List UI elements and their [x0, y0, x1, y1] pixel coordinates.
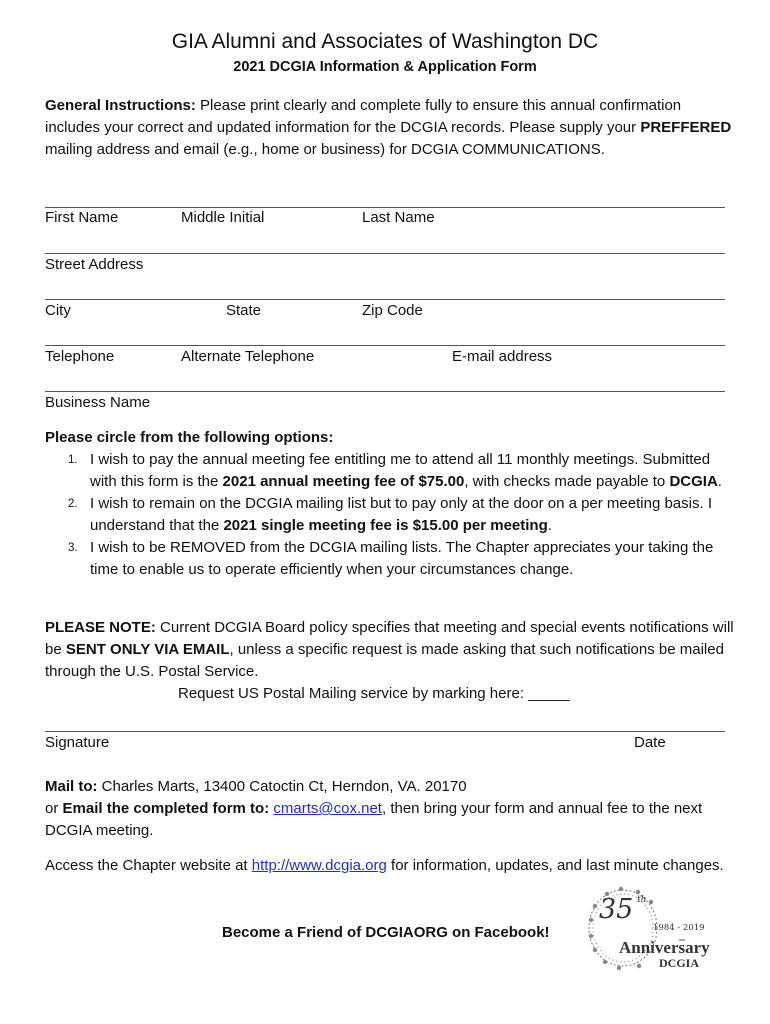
date-label: Date: [634, 734, 666, 751]
note-text-2: , unless a specific request is made asking that such notifications be mailed through the U.S. Postal Service.: [45, 641, 724, 680]
option-text: .: [717, 473, 722, 490]
option-item[interactable]: [45, 449, 735, 493]
business-name-label: Business Name: [45, 394, 151, 411]
please-note: [45, 617, 735, 683]
mail-or: or: [45, 800, 63, 817]
option-text: I wish to pay the annual meeting fee entitling me to attend all 11 monthly meetings. Submitted with this form is the: [90, 451, 711, 490]
city-label: City: [45, 302, 71, 319]
logo-years: 1984 - 2019: [653, 923, 705, 933]
mail-text-2: , then bring your form and annual fee to the next DCGIA meeting.: [45, 800, 703, 839]
logo-anniversary: Anniversary: [619, 938, 710, 957]
website-text-1: Access the Chapter website at: [45, 857, 252, 874]
telephone-line[interactable]: [45, 345, 725, 346]
last-name-label: Last Name: [362, 209, 435, 226]
email-link[interactable]: cmarts@cox.net: [273, 800, 382, 817]
option-bold: 2021 single meeting fee is $15.00 per meeting: [223, 517, 548, 534]
note-lead: PLEASE NOTE:: [45, 619, 156, 636]
instructions-bold: PREFFERED: [640, 119, 732, 136]
email-label: E-mail address: [452, 348, 553, 365]
mail-address: Charles Marts, 13400 Catoctin Ct, Herndon, VA. 20170: [97, 778, 467, 795]
postal-request[interactable]: Request US Postal Mailing service by marking here: _____: [178, 685, 570, 702]
signature-line[interactable]: [45, 731, 725, 732]
zip-code-label: Zip Code: [362, 302, 423, 319]
page-title: GIA Alumni and Associates of Washington DC: [171, 30, 599, 53]
option-bold: 2021 annual meeting fee of $75.00: [222, 473, 465, 490]
option-bold: DCGIA: [669, 473, 718, 490]
website-text-2: for information, updates, and last minute changes.: [386, 857, 724, 874]
middle-initial-label: Middle Initial: [181, 209, 265, 226]
email-lead: Email the completed form to:: [62, 800, 270, 817]
alt-telephone-label: Alternate Telephone: [181, 348, 315, 365]
option-text: , with checks made payable to: [464, 473, 670, 490]
street-address-line[interactable]: [45, 253, 725, 254]
option-text: I wish to be REMOVED from the DCGIA mailing lists. The Chapter appreciates your taking the time to enable us to operate efficiently when your circumstances change.: [90, 539, 714, 578]
logo-org: DCGIA: [659, 956, 700, 970]
options-section: [45, 427, 735, 581]
business-name-line[interactable]: [45, 391, 725, 392]
options-heading: Please circle from the following options:: [45, 429, 334, 446]
logo-superscript: th: [637, 895, 647, 905]
options-list: [45, 449, 735, 581]
option-item[interactable]: [45, 493, 735, 537]
facebook-callout: Become a Friend of DCGIAORG on Facebook!: [222, 924, 550, 941]
instructions-lead: General Instructions:: [45, 97, 196, 114]
logo-number: 35: [599, 894, 634, 925]
state-label: State: [226, 302, 262, 319]
option-text: I wish to remain on the DCGIA mailing list but to pay only at the door on a per meeting basis. I understand that the: [90, 495, 712, 534]
street-address-label: Street Address: [45, 256, 144, 273]
first-name-label: First Name: [45, 209, 119, 226]
option-text: .: [547, 517, 552, 534]
signature-label: Signature: [45, 734, 110, 751]
city-line[interactable]: [45, 299, 725, 300]
anniversary-logo: [583, 884, 723, 972]
note-bold: SENT ONLY VIA EMAIL: [65, 641, 230, 658]
mail-lead: Mail to:: [45, 778, 98, 795]
general-instructions: [45, 95, 735, 161]
option-number: 2.: [68, 498, 78, 510]
mail-to: [45, 776, 735, 842]
telephone-label: Telephone: [45, 348, 115, 365]
option-item[interactable]: [45, 537, 735, 581]
website-info: [45, 855, 735, 877]
note-text-1: Current DCGIA Board policy specifies that meeting and special events notifications will be: [45, 619, 734, 658]
option-number: 3.: [68, 542, 78, 554]
option-number: 1.: [68, 454, 78, 466]
form-subtitle: 2021 DCGIA Information & Application Form: [233, 59, 537, 75]
instructions-text-1: Please print clearly and complete fully to ensure this annual confirmation includes your correct and updated information for the DCGIA records. Please supply your: [45, 97, 682, 136]
instructions-text-2: mailing address and email (e.g., home or business) for DCGIA COMMUNICATIONS.: [45, 141, 605, 158]
website-link[interactable]: http://www.dcgia.org: [251, 857, 387, 874]
